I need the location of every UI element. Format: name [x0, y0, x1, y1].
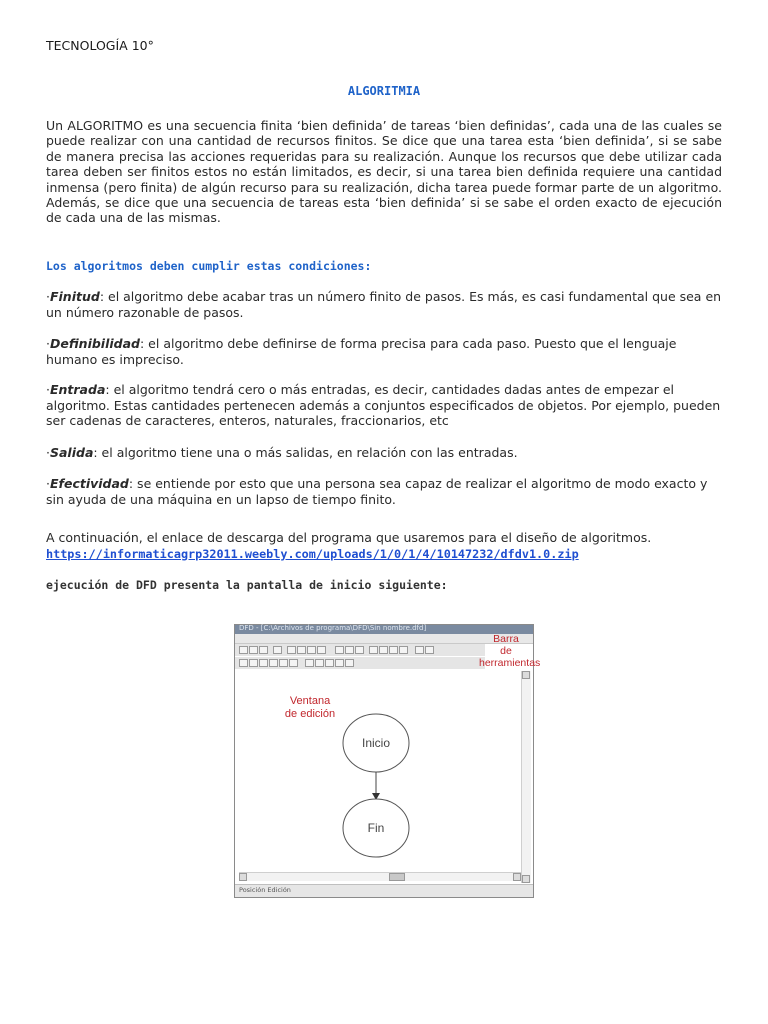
scroll-up-icon[interactable] — [522, 671, 530, 679]
scroll-right-icon[interactable] — [513, 873, 521, 881]
condition-finitud — [46, 289, 722, 320]
condition-salida — [46, 445, 722, 461]
horizontal-scrollbar[interactable] — [239, 872, 521, 881]
condition-term: Definibilidad — [49, 336, 140, 351]
bullet: · — [46, 289, 50, 304]
window-title: DFD - [C:\Archivos de programa\DFD\Sin nombre.dfd] — [239, 624, 427, 632]
bullet: · — [46, 382, 50, 397]
scroll-left-icon[interactable] — [239, 873, 247, 881]
status-text: Posición Edición — [239, 886, 291, 894]
condition-entrada — [46, 382, 722, 429]
toolbar-annotation: Barra de herramientas — [479, 633, 541, 669]
conditions-heading: Los algoritmos deben cumplir estas condiciones: — [46, 259, 372, 273]
vertical-scrollbar[interactable] — [521, 671, 531, 883]
bullet: · — [46, 476, 50, 491]
intro-paragraph: Un ALGORITMO es una secuencia finita ‘bien definida’ de tareas ‘bien definidas’, cada una de las cuales se puede realizar con una cantidad de recursos finitos. Se dice que una tarea esta ‘bien definida’, si se sabe de manera precisa las acciones requeridas para su realización. Aunque los recursos que debe utilizar cada tarea deben ser finitos estos no están limitados, es decir, si una tarea bien definida requiere una cantidad inmensa (pero finita) de algún recurso para su realización, dicha tarea puede formar parte de un algoritmo. Además, se dice que una secuencia de tareas esta ‘bien definida’ si se sabe el orden exacto de ejecución de cada una de las mismas. — [46, 118, 722, 226]
condition-term: Efectividad — [49, 476, 129, 491]
condition-term: Finitud — [49, 289, 100, 304]
download-text: A continuación, el enlace de descarga del programa que usaremos para el diseño de algoritmos. — [46, 530, 652, 545]
course-header: TECNOLOGÍA 10° — [46, 38, 154, 53]
scroll-down-icon[interactable] — [522, 875, 530, 883]
condition-efectividad — [46, 476, 722, 507]
condition-text: : el algoritmo debe definirse de forma precisa para cada paso. Puesto que el lenguaje humano es impreciso. — [46, 336, 677, 367]
condition-term: Entrada — [49, 382, 106, 397]
status-bar — [235, 884, 533, 897]
page-title: ALGORITMIA — [347, 84, 421, 98]
condition-text: : se entiende por esto que una persona sea capaz de realizar el algoritmo de modo exacto y sin ayuda de una máquina en un lapso de tiempo finito. — [46, 476, 708, 507]
editor-annotation: Ventana de edición — [284, 695, 336, 720]
end-node-label: Fin — [367, 821, 385, 835]
download-paragraph — [46, 530, 722, 562]
condition-term: Salida — [49, 445, 94, 460]
condition-text: : el algoritmo tiene una o más salidas, en relación con las entradas. — [93, 445, 518, 460]
startup-text: ejecución de DFD presenta la pantalla de inicio siguiente: — [46, 578, 448, 592]
dfd-screenshot — [234, 624, 541, 898]
condition-definibilidad — [46, 336, 722, 367]
scroll-thumb[interactable] — [389, 873, 405, 881]
start-node-label: Inicio — [361, 736, 391, 750]
condition-text: : el algoritmo debe acabar tras un número finito de pasos. Es más, es casi fundamental que sea en un número razonable de pasos. — [46, 289, 722, 320]
flowchart-diagram — [235, 625, 541, 897]
download-link[interactable]: https://informaticagrp32011.weebly.com/uploads/1/0/1/4/10147232/dfdv1.0.zip — [46, 546, 579, 561]
condition-text: : el algoritmo tendrá cero o más entradas, es decir, cantidades dadas antes de empezar el algoritmo. Estas cantidades pertenecen además a conjuntos especificados de objetos. Por ejemplo, pueden ser cadenas de caracteres, enteros, naturales, fraccionarios, etc — [46, 382, 721, 429]
bullet: · — [46, 445, 50, 460]
bullet: · — [46, 336, 50, 351]
